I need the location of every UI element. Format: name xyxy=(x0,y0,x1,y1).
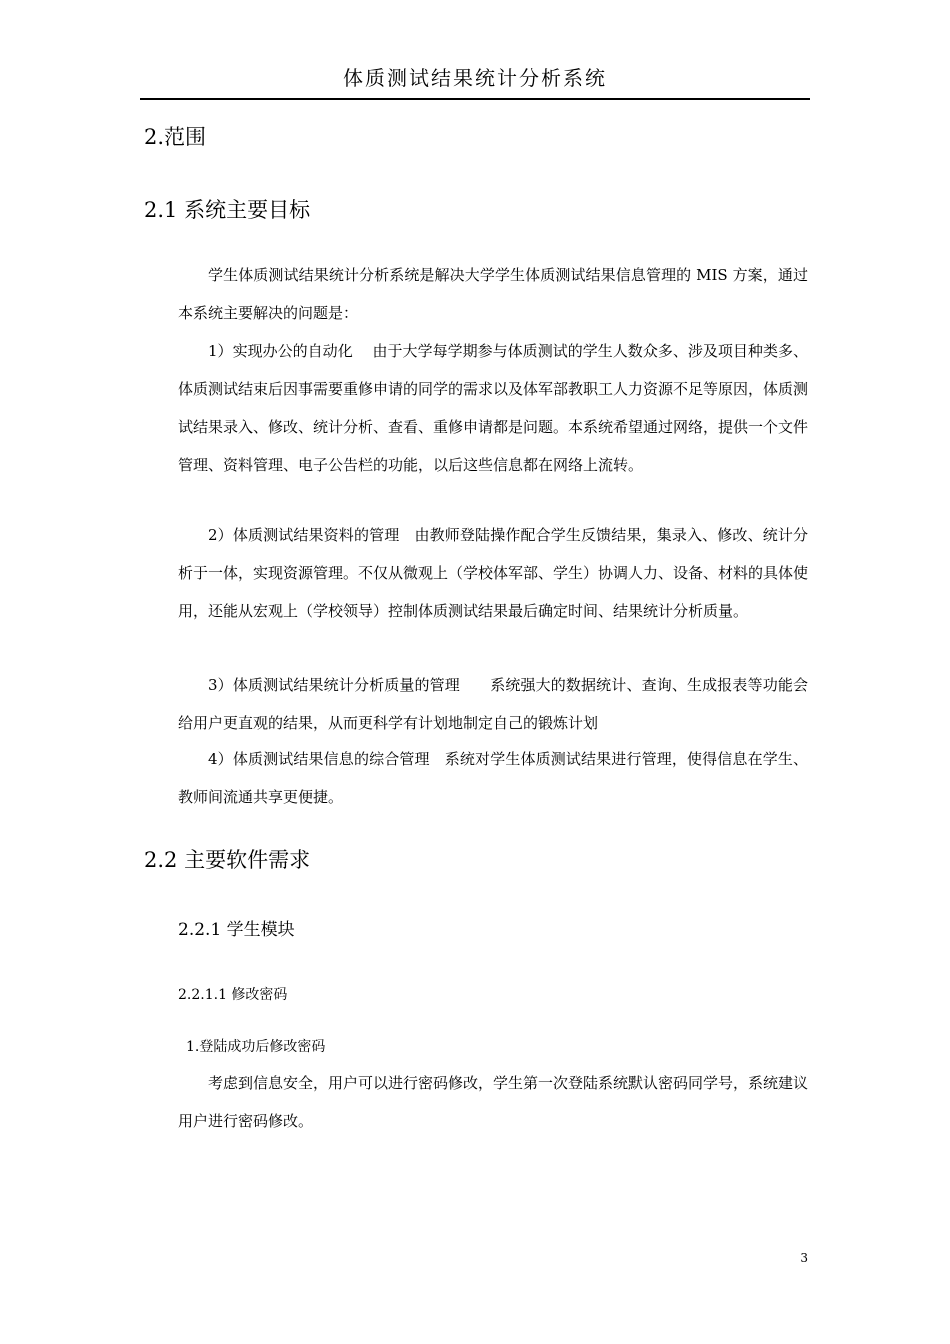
paragraph-intro: 学生体质测试结果统计分析系统是解决大学学生体质测试结果信息管理的 MIS 方案，通过本系统主要解决的问题是： xyxy=(178,266,808,322)
paragraph-item-3: 3）体质测试结果统计分析质量的管理 系统强大的数据统计、查询、生成报表等功能会给用户更直观的结果，从而更科学有计划地制定自己的锻炼计划 xyxy=(178,676,808,732)
section-heading-2: 2.范围 xyxy=(144,125,207,149)
header-rule xyxy=(140,98,810,100)
paragraph-item-4: 4）体质测试结果信息的综合管理 系统对学生体质测试结果进行管理，使得信息在学生、教师间流通共享更便捷。 xyxy=(178,750,808,806)
list-item-heading: 1.登陆成功后修改密码 xyxy=(186,1039,326,1055)
section-heading-2-1: 2.1 系统主要目标 xyxy=(144,198,311,222)
section-heading-2-2-1: 2.2.1 学生模块 xyxy=(178,920,295,940)
running-header-title: 体质测试结果统计分析系统 xyxy=(343,66,607,90)
paragraph-password: 考虑到信息安全，用户可以进行密码修改，学生第一次登陆系统默认密码同学号，系统建议用户进行密码修改。 xyxy=(178,1074,809,1130)
section-heading-2-2-1-1: 2.2.1.1 修改密码 xyxy=(178,987,288,1003)
section-heading-2-2: 2.2 主要软件需求 xyxy=(144,848,311,872)
paragraph-item-2: 2）体质测试结果资料的管理 由教师登陆操作配合学生反馈结果，集录入、修改、统计分析于一体，实现资源管理。不仅从微观上（学校体军部、学生）协调人力、设备、材料的具体使用，还能从宏观上（学校领导）控制体质测试结果最后确定时间、结果统计分析质量。 xyxy=(178,526,809,620)
page-number: 3 xyxy=(800,1251,808,1265)
paragraph-item-1: 1）实现办公的自动化 由于大学每学期参与体质测试的学生人数众多、涉及项目种类多、体质测试结束后因事需要重修申请的同学的需求以及体军部教职工人力资源不足等原因，体质测试结果录入、修改、统计分析、查看、重修申请都是问题。本系统希望通过网络，提供一个文件管理、资料管理、电子公告栏的功能，以后这些信息都在网络上流转。 xyxy=(178,342,809,474)
